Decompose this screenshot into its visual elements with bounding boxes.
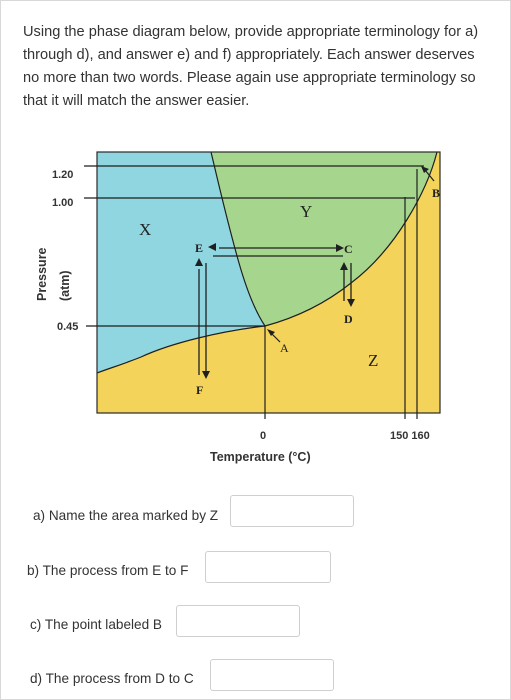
point-label-c: C — [344, 242, 353, 256]
point-label-d: D — [344, 312, 353, 326]
x-axis-title: Temperature (°C) — [210, 450, 311, 464]
answer-d-input[interactable] — [210, 659, 334, 691]
y-axis-title: Pressure — [35, 247, 49, 301]
question-d-label: d) The process from D to C — [30, 671, 194, 686]
x-tick-0: 0 — [260, 430, 267, 442]
region-label-y: Y — [300, 202, 313, 221]
y-tick-1-20: 1.20 — [52, 169, 74, 181]
point-label-e: E — [195, 241, 204, 255]
region-label-z: Z — [368, 351, 379, 370]
answer-a-input[interactable] — [230, 495, 354, 527]
question-b-label: b) The process from E to F — [27, 563, 189, 578]
answer-b-input[interactable] — [205, 551, 331, 583]
region-label-x: X — [139, 220, 152, 239]
question-a-label: a) Name the area marked by Z — [33, 508, 219, 523]
point-label-b: B — [432, 186, 441, 200]
y-tick-0-45: 0.45 — [57, 321, 79, 333]
point-label-a: A — [280, 341, 289, 355]
question-prompt: Using the phase diagram below, provide appropriate terminology for a) through d), and answer e) and f) appropriately. Each answer deserves no more than two words. Please again use appropriate terminology so that it will match the answer easier. — [23, 24, 479, 109]
y-axis-unit: (atm) — [58, 270, 72, 301]
question-c-label: c) The point labeled B — [30, 617, 162, 632]
answer-c-input[interactable] — [176, 605, 300, 637]
point-label-f: F — [196, 383, 204, 397]
phase-diagram — [1, 1, 511, 481]
x-tick-150-160: 150 160 — [390, 430, 430, 442]
y-tick-1-00: 1.00 — [52, 197, 74, 209]
